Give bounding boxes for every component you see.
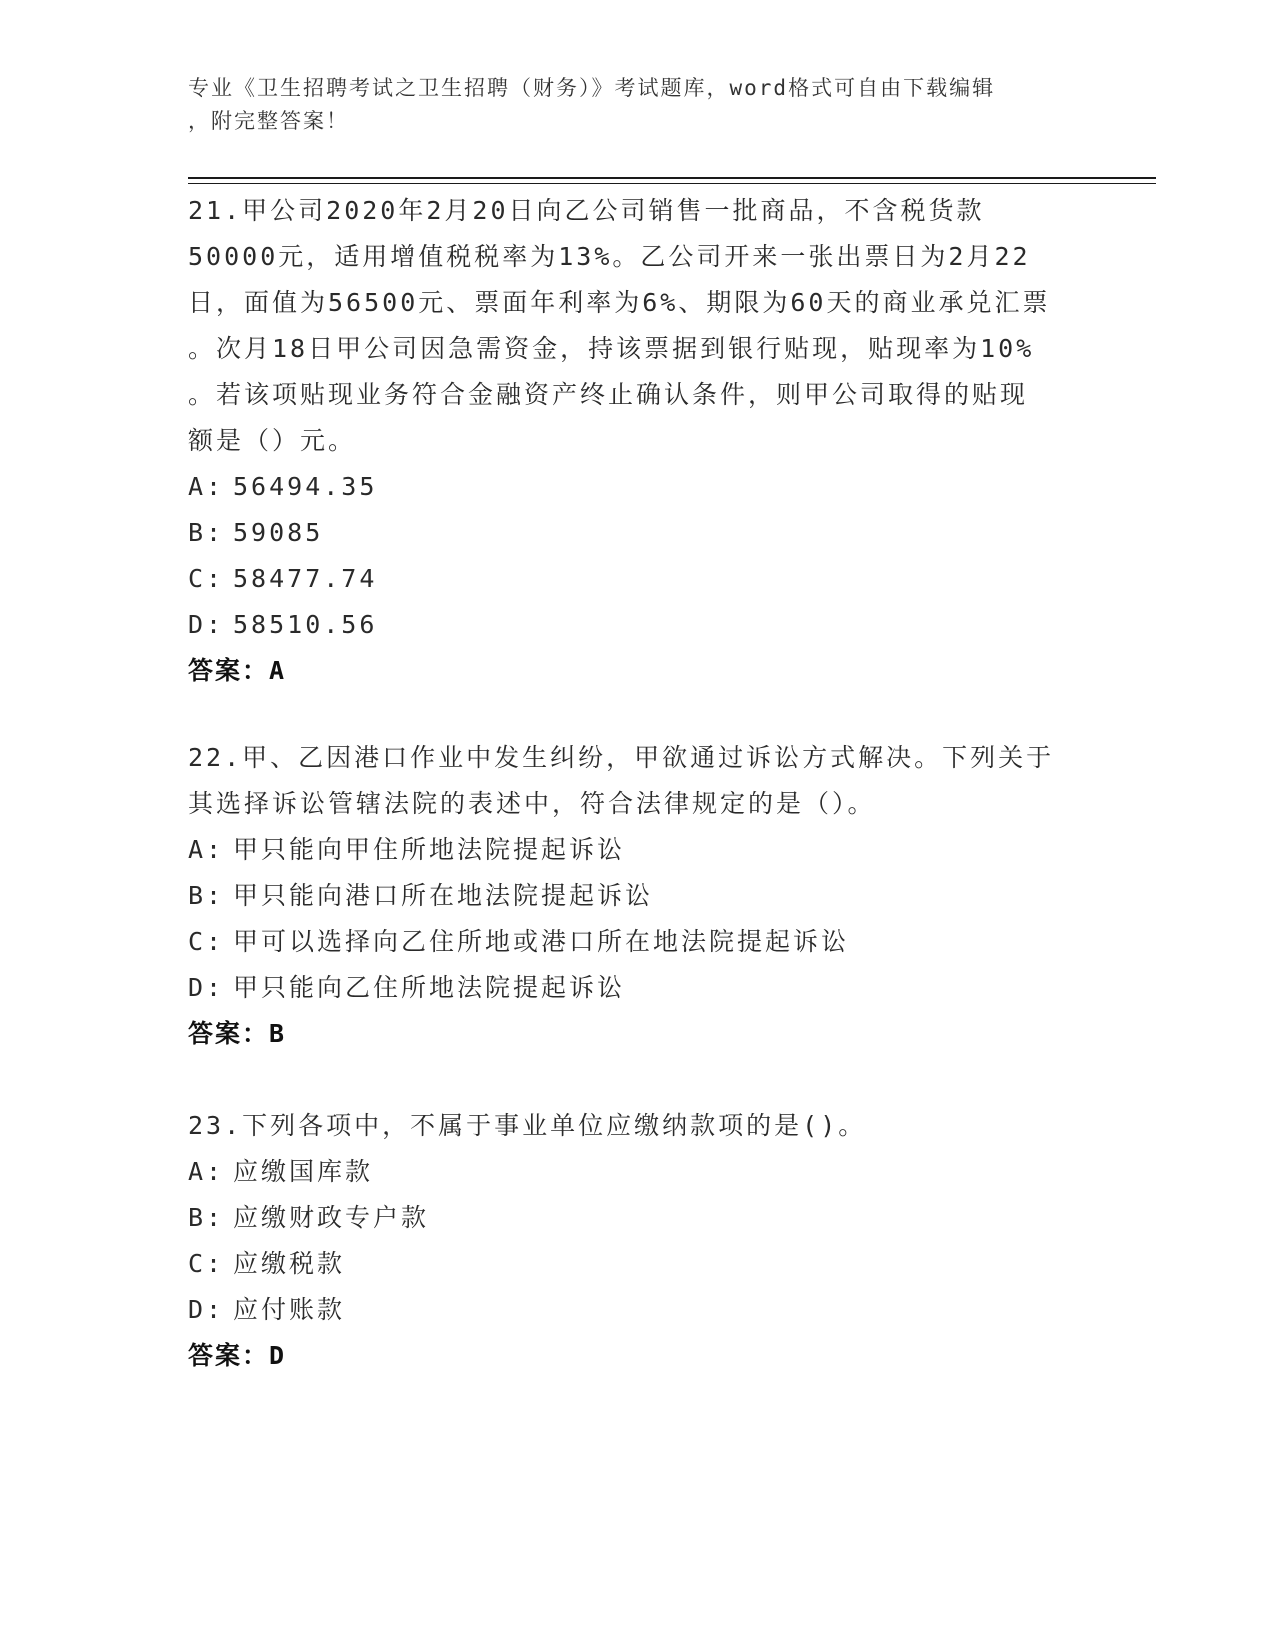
option-text: 甲只能向港口所在地法院提起诉讼 xyxy=(233,881,654,910)
option-text: 56494.35 xyxy=(233,472,378,501)
option-letter: C: xyxy=(188,1249,225,1278)
question-text: 21.甲公司2020年2月20日向乙公司销售一批商品，不含税货款 50000元，适用增值税税率为13%。乙公司开来一张出票日为2月22 日，面值为56500元、票面年利率为6%、期限为60天的商业承兑汇票 。次月18日甲公司因急需资金，持该票据到银行贴现，贴现率为10% 。若该项贴现业务符合金融资产终止确认条件，则甲公司取得的贴现 额是（）元。 xyxy=(188,196,1051,455)
option-text: 甲只能向乙住所地法院提起诉讼 xyxy=(233,973,626,1002)
option-c xyxy=(188,1241,1088,1287)
option-d xyxy=(188,602,1088,648)
option-letter: B: xyxy=(188,1203,225,1232)
option-text: 甲只能向甲住所地法院提起诉讼 xyxy=(233,835,626,864)
option-text: 应缴国库款 xyxy=(233,1157,374,1186)
option-a xyxy=(188,827,1088,873)
question-22 xyxy=(188,735,1088,1057)
option-letter: C: xyxy=(188,564,225,593)
option-text: 58510.56 xyxy=(233,610,378,639)
header-divider-thin xyxy=(188,183,1156,184)
document-header: 专业《卫生招聘考试之卫生招聘（财务）》考试题库，word格式可自由下载编辑 ，附完整答案！ xyxy=(188,76,996,133)
option-letter: D: xyxy=(188,610,225,639)
option-text: 应付账款 xyxy=(233,1295,346,1324)
option-letter: D: xyxy=(188,1295,225,1324)
answer-label: 答案：B xyxy=(188,1019,287,1048)
option-letter: B: xyxy=(188,518,225,547)
option-letter: A: xyxy=(188,472,225,501)
option-letter: A: xyxy=(188,835,225,864)
question-21 xyxy=(188,188,1088,694)
option-c xyxy=(188,556,1088,602)
option-d xyxy=(188,965,1088,1011)
question-23 xyxy=(188,1103,1088,1379)
option-b xyxy=(188,1195,1088,1241)
option-c xyxy=(188,919,1088,965)
question-text: 23.下列各项中，不属于事业单位应缴纳款项的是()。 xyxy=(188,1111,867,1140)
option-text: 58477.74 xyxy=(233,564,378,593)
question-text: 22.甲、乙因港口作业中发生纠纷，甲欲通过诉讼方式解决。下列关于 其选择诉讼管辖法院的表述中，符合法律规定的是（）。 xyxy=(188,743,1055,818)
header-divider-thick xyxy=(188,177,1156,179)
option-text: 应缴财政专户款 xyxy=(233,1203,430,1232)
option-letter: B: xyxy=(188,881,225,910)
option-a xyxy=(188,1149,1088,1195)
option-text: 甲可以选择向乙住所地或港口所在地法院提起诉讼 xyxy=(233,927,850,956)
option-text: 应缴税款 xyxy=(233,1249,346,1278)
answer-label: 答案：A xyxy=(188,656,287,685)
option-b xyxy=(188,873,1088,919)
answer-label: 答案：D xyxy=(188,1341,287,1370)
option-letter: A: xyxy=(188,1157,225,1186)
option-text: 59085 xyxy=(233,518,324,547)
option-letter: C: xyxy=(188,927,225,956)
option-letter: D: xyxy=(188,973,225,1002)
option-b xyxy=(188,510,1088,556)
option-d xyxy=(188,1287,1088,1333)
option-a xyxy=(188,464,1088,510)
